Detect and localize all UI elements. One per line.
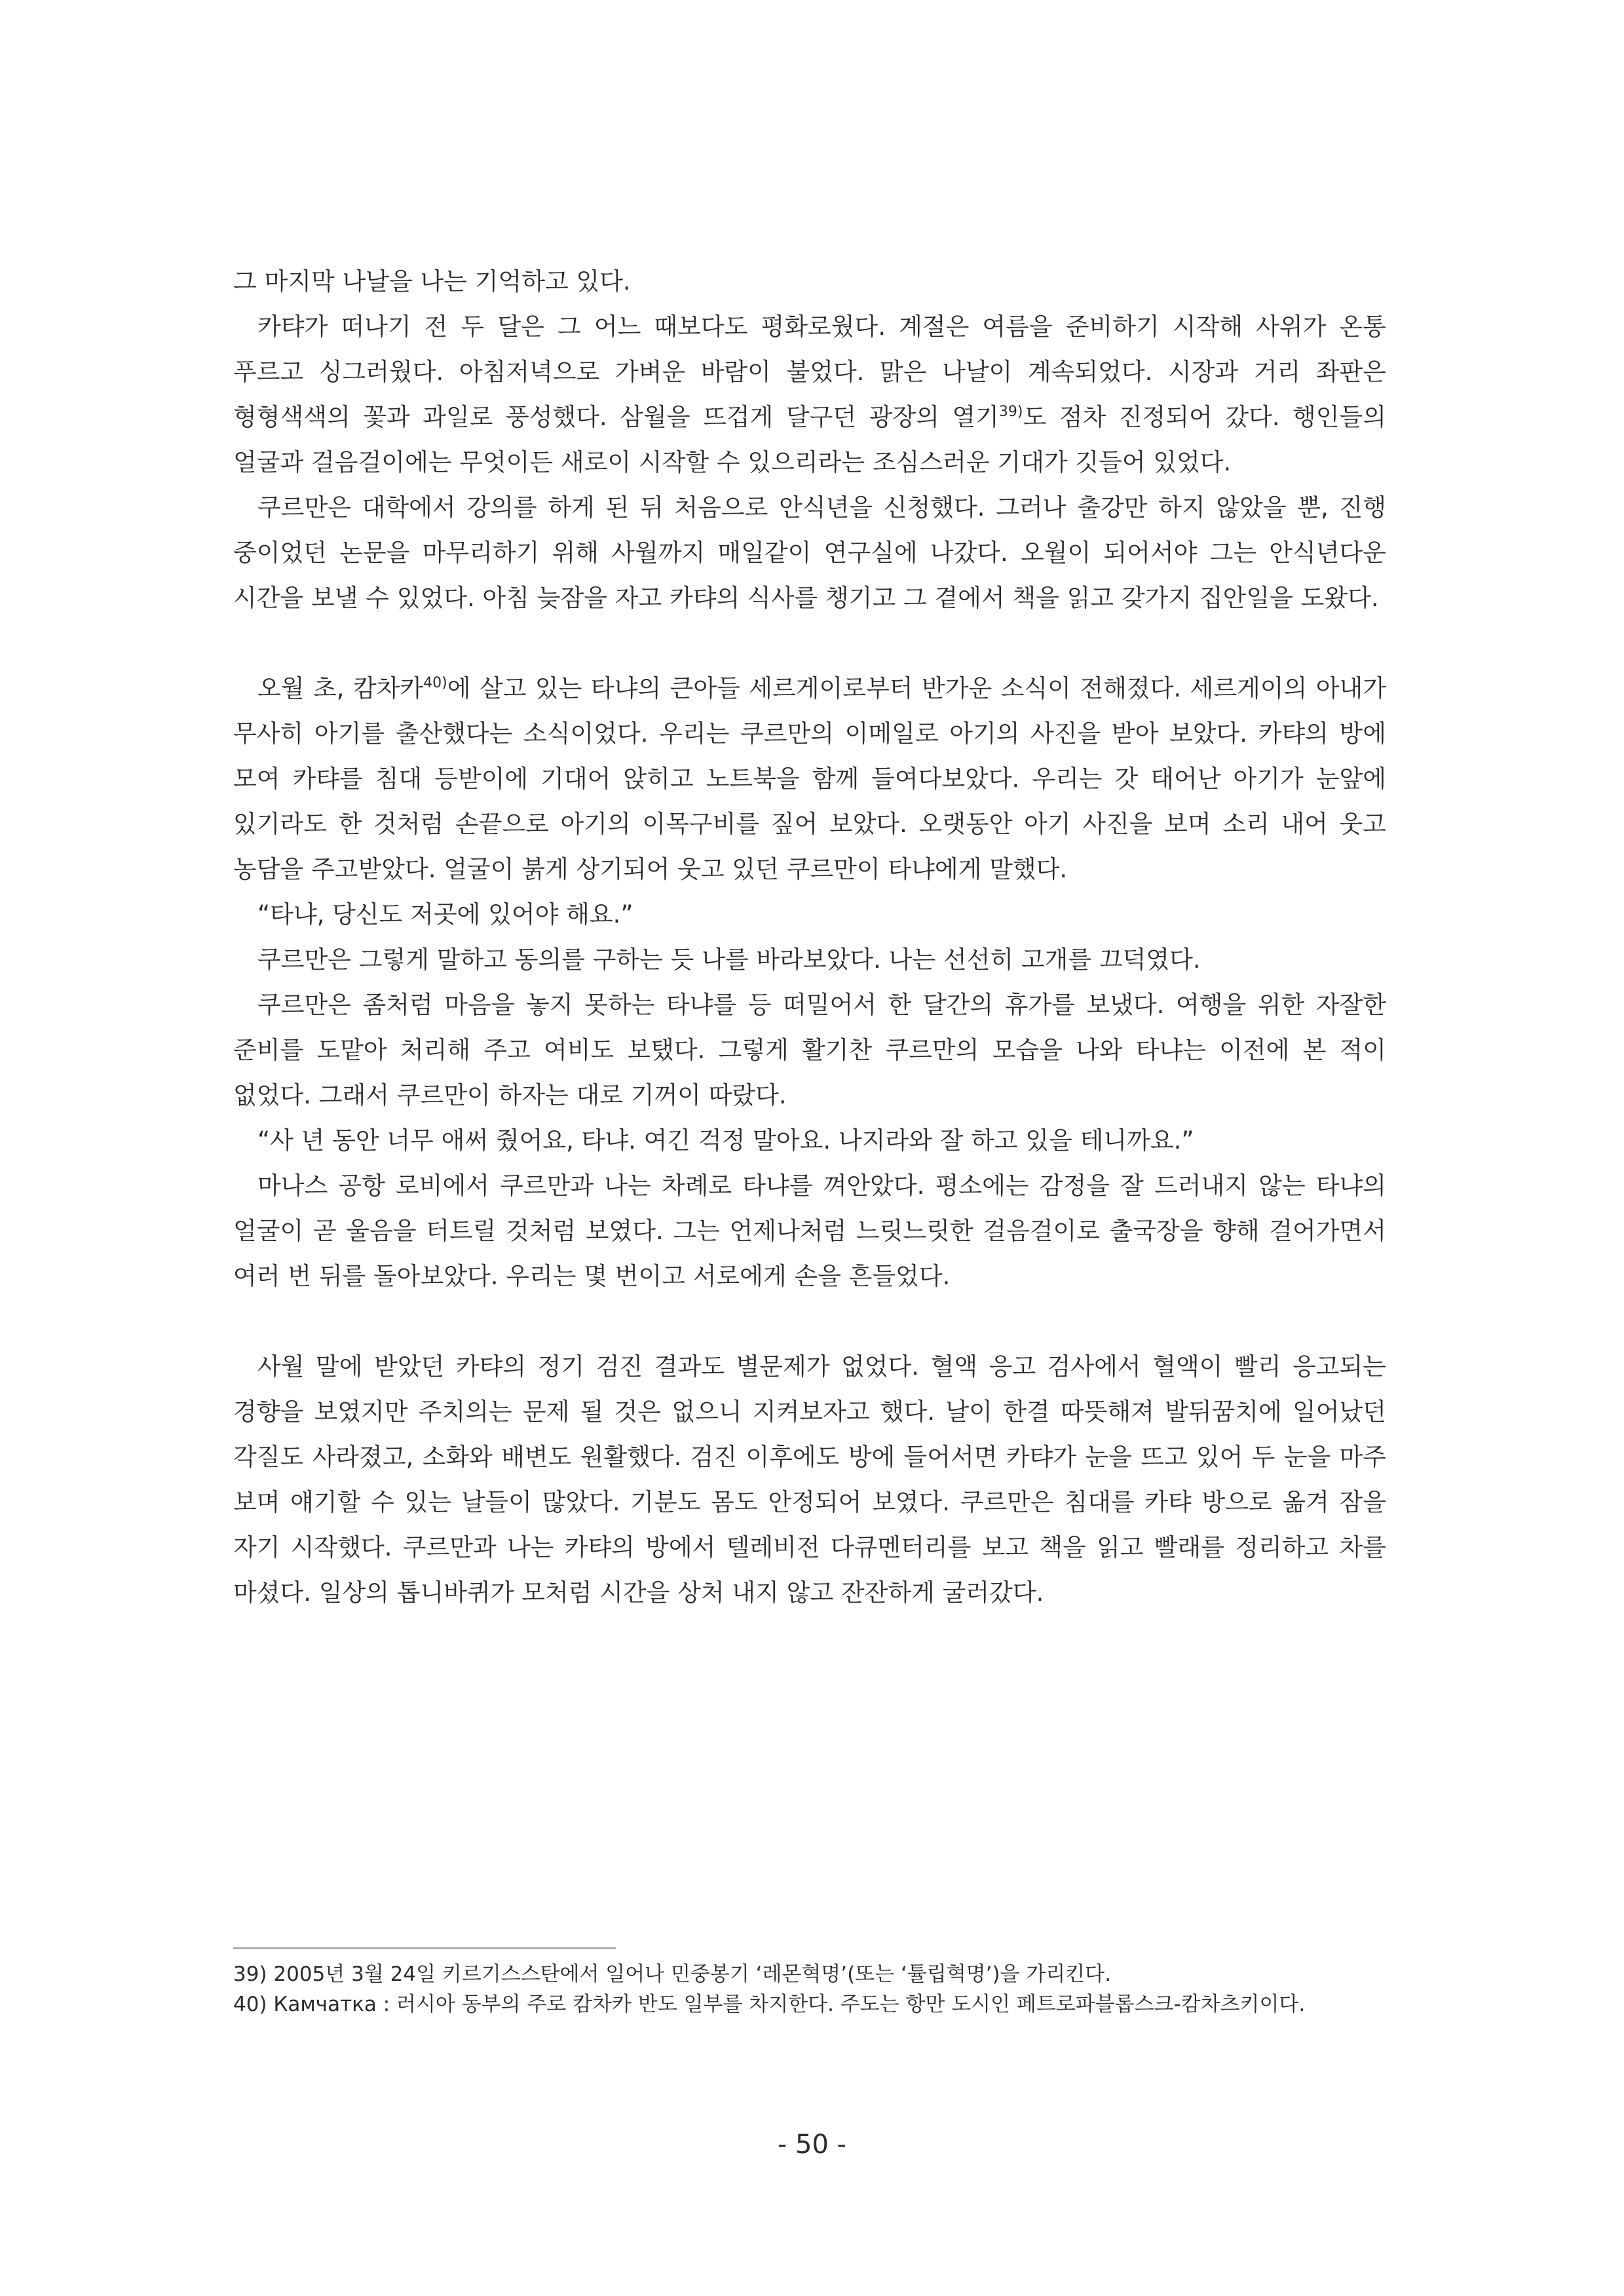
footnote-39 — [233, 1959, 1386, 1989]
paragraph-2-text-a: 카탸가 떠나기 전 두 달은 그 어느 때보다도 평화로웠다. 계절은 여름을 준비하기 시작해 사위가 온통 푸르고 싱그러웠다. 아침저녁으로 가벼운 바람이 불었다. 맑은 나날이 계속되었다. 시장과 거리 좌판은 형형색색의 꽃과 과일로 풍성했다. 삼월을 뜨겁게 달구던 광장의 열기 — [233, 313, 1386, 431]
paragraph-3: 쿠르만은 대학에서 강의를 하게 된 뒤 처음으로 안식년을 신청했다. 그러나 출강만 하지 않았을 뿐, 진행 중이었던 논문을 마무리하기 위해 사월까지 매일같이 연구실에 나갔다. 오월이 되어서야 그는 안식년다운 시간을 보낼 수 있었다. 아침 늦잠을 자고 카탸의 식사를 챙기고 그 곁에서 책을 읽고 갖가지 집안일을 도왔다. — [233, 493, 1386, 612]
page-body — [233, 259, 1386, 1615]
footnote-divider — [233, 1947, 616, 1949]
paragraph-6: 쿠르만은 그렇게 말하고 동의를 구하는 듯 나를 바라보았다. 나는 선선히 고개를 끄덕였다. — [257, 946, 1201, 974]
paragraph-2-text-b: 도 점차 진정되어 갔다. 행인들의 얼굴과 걸음걸이에는 무엇이든 새로이 시작할 수 있으리라는 조심스러운 기대가 깃들어 있었다. — [233, 403, 1386, 476]
footnote-text: Камчатка : 러시아 동부의 주로 캄차카 반도 일부를 차지한다. 주도는 항만 도시인 페트로파블롭스크-캄차츠키이다. — [273, 1993, 1306, 2016]
paragraph-8: “사 년 동안 너무 애써 줬어요, 타냐. 여긴 걱정 말아요. 나지라와 잘 하고 있을 테니까요.” — [257, 1126, 1194, 1155]
paragraph-4-text-a: 오월 초, 캄차카 — [257, 674, 424, 702]
footnote-ref-39[interactable]: 39) — [998, 404, 1023, 420]
section-break — [233, 621, 1386, 666]
footnote-40 — [233, 1989, 1386, 2019]
page-number: - 50 - — [777, 2130, 847, 2160]
paragraph-4 — [233, 666, 1386, 892]
paragraph-5: “타냐, 당신도 저곳에 있어야 해요.” — [257, 900, 633, 928]
paragraph-7: 쿠르만은 좀처럼 마음을 놓지 못하는 타냐를 등 떠밀어서 한 달간의 휴가를 보냈다. 여행을 위한 자잘한 준비를 도맡아 처리해 주고 여비도 보탰다. 그렇게 활기찬 쿠르만의 모습을 나와 타냐는 이전에 본 적이 없었다. 그래서 쿠르만이 하자는 대로 기꺼이 따랐다. — [233, 991, 1386, 1109]
footnote-text: 2005년 3월 24일 키르기스스탄에서 일어나 민중봉기 ‘레몬혁명’(또는 ‘튤립혁명’)을 가리킨다. — [273, 1962, 1111, 1986]
paragraph-4-text-b: 에 살고 있는 타냐의 큰아들 세르게이로부터 반가운 소식이 전해졌다. 세르게이의 아내가 무사히 아기를 출산했다는 소식이었다. 우리는 쿠르만의 이메일로 아기의 사진을 받아 보았다. 카탸의 방에 모여 카탸를 침대 등받이에 기대어 앉히고 노트북을 함께 들여다보았다. 우리는 갓 태어난 아기가 눈앞에 있기라도 한 것처럼 손끝으로 아기의 이목구비를 짚어 보았다. 오랫동안 아기 사진을 보며 소리 내어 웃고 농담을 주고받았다. 얼굴이 붉게 상기되어 웃고 있던 쿠르만이 타냐에게 말했다. — [233, 674, 1386, 883]
paragraph-10: 사월 말에 받았던 카탸의 정기 검진 결과도 별문제가 없었다. 혈액 응고 검사에서 혈액이 빨리 응고되는 경향을 보였지만 주치의는 문제 될 것은 없으니 지켜보자고 했다. 날이 한결 따뜻해져 발뒤꿈치에 일어났던 각질도 사라졌고, 소화와 배변도 원활했다. 검진 이후에도 방에 들어서면 카탸가 눈을 뜨고 있어 두 눈을 마주 보며 얘기할 수 있는 날들이 많았다. 기분도 몸도 안정되어 보였다. 쿠르만은 침대를 카탸 방으로 옮겨 잠을 자기 시작했다. 쿠르만과 나는 카탸의 방에서 텔레비전 다큐멘터리를 보고 책을 읽고 빨래를 정리하고 차를 마셨다. 일상의 톱니바퀴가 모처럼 시간을 상처 내지 않고 잔잔하게 굴러갔다. — [233, 1352, 1386, 1607]
footnote-number: 40) — [233, 1993, 267, 2016]
paragraph-2 — [233, 304, 1386, 485]
footnotes — [233, 1959, 1386, 2019]
footnote-ref-40[interactable]: 40) — [423, 675, 447, 691]
section-break — [233, 1299, 1386, 1344]
paragraph-1: 그 마지막 나날을 나는 기억하고 있다. — [233, 267, 631, 296]
paragraph-9: 마나스 공항 로비에서 쿠르만과 나는 차례로 타냐를 껴안았다. 평소에는 감정을 잘 드러내지 않는 타냐의 얼굴이 곧 울음을 터트릴 것처럼 보였다. 그는 언제나처럼 느릿느릿한 걸음걸이로 출국장을 향해 걸어가면서 여러 번 뒤를 돌아보았다. 우리는 몇 번이고 서로에게 손을 흔들었다. — [233, 1172, 1386, 1290]
footnote-number: 39) — [233, 1962, 267, 1986]
